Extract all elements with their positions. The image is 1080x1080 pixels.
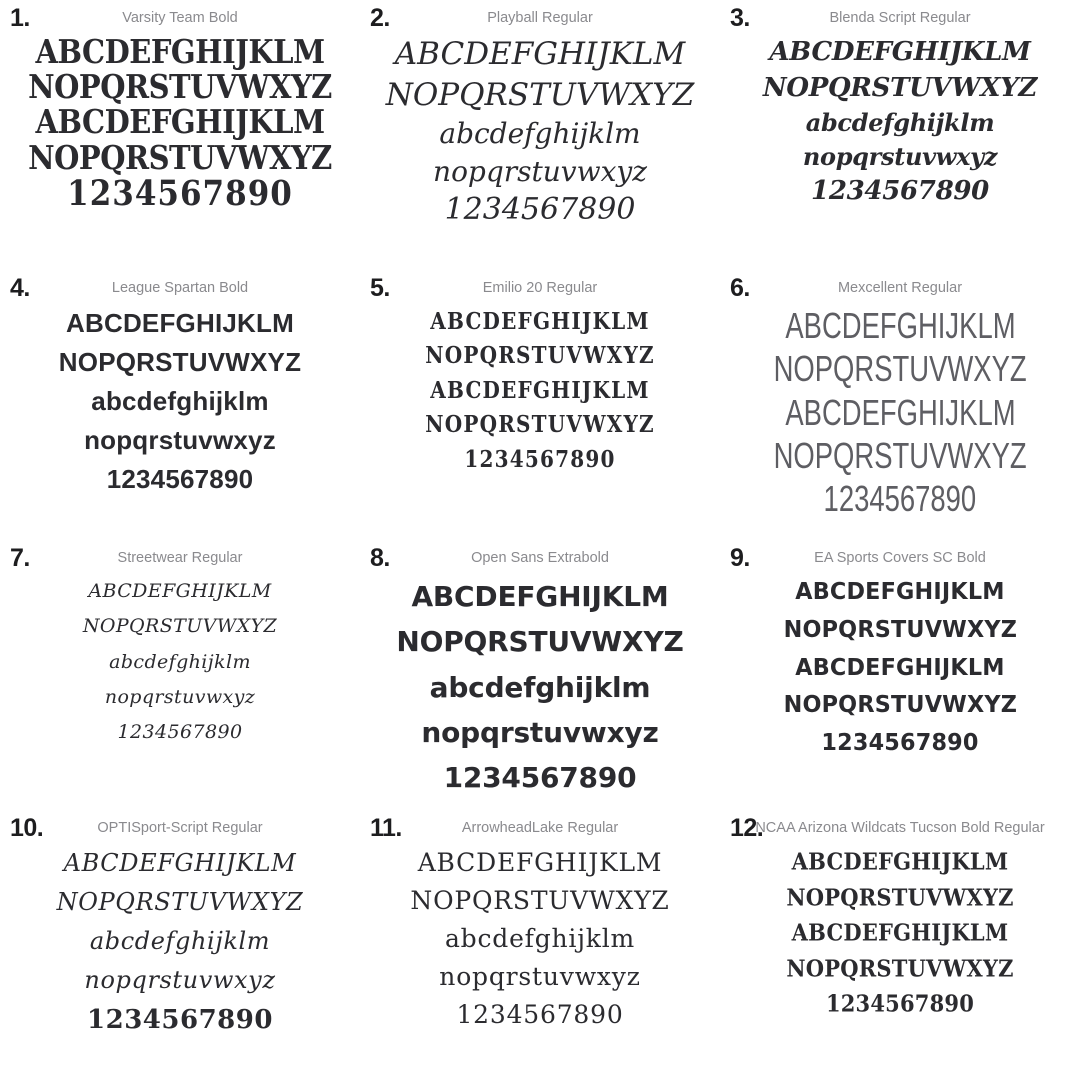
sample-line: nopqrstuvwxyz (439, 962, 641, 991)
specimen-number-3: 3. (730, 4, 750, 32)
sample-line: ABCDEFGHIJKLM (791, 918, 1009, 947)
sample-line: ABCDEFGHIJKLM (417, 848, 663, 877)
sample-line: abcdefghijklm (439, 117, 641, 151)
specimen-header-4 (6, 274, 354, 304)
sample-line: ABCDEFGHIJKLM (394, 36, 686, 72)
specimen-card-1 (0, 0, 360, 270)
specimen-font-name-2: Playball Regular (487, 10, 593, 27)
specimen-sample-lines-3 (726, 34, 1074, 268)
specimen-sample-lines-8 (366, 574, 714, 808)
sample-line: ABCDEFGHIJKLM (66, 308, 294, 338)
specimen-card-11 (360, 810, 720, 1080)
sample-line: abcdefghijklm (91, 386, 269, 417)
specimen-header-10 (6, 814, 354, 844)
sample-line: ABCDEFGHIJKLM (88, 580, 272, 602)
specimen-font-name-9: EA Sports Covers SC Bold (814, 550, 986, 567)
specimen-card-8 (360, 540, 720, 810)
sample-line: ABCDEFGHIJKLM (430, 306, 650, 336)
sample-line: NOPQRSTUVWXYZ (773, 348, 1027, 389)
specimen-card-6 (720, 270, 1080, 540)
sample-line: NOPQRSTUVWXYZ (28, 67, 332, 106)
sample-line: ABCDEFGHIJKLM (784, 305, 1016, 346)
sample-line: 1234567890 (821, 730, 979, 756)
sample-line: ABCDEFGHIJKLM (35, 32, 325, 71)
sample-line: nopqrstuvwxyz (104, 685, 256, 708)
specimen-number-5: 5. (370, 274, 390, 302)
specimen-header-9 (726, 544, 1074, 574)
specimen-card-3 (720, 0, 1080, 270)
sample-line: ABCDEFGHIJKLM (769, 36, 1031, 67)
specimen-number-6: 6. (730, 274, 750, 302)
specimen-header-3 (726, 4, 1074, 34)
sample-line: 1234567890 (117, 721, 243, 744)
sample-line: NOPQRSTUVWXYZ (786, 883, 1014, 911)
specimen-sample-lines-7 (6, 574, 354, 808)
specimen-header-5 (366, 274, 714, 304)
specimen-number-9: 9. (730, 544, 750, 572)
specimen-sample-lines-9 (726, 574, 1074, 808)
specimen-card-10 (0, 810, 360, 1080)
sample-line: NOPQRSTUVWXYZ (425, 341, 655, 370)
specimen-sample-lines-5 (366, 304, 714, 538)
sample-line: abcdefghijklm (444, 924, 636, 953)
sample-line: NOPQRSTUVWXYZ (396, 625, 684, 659)
specimen-number-2: 2. (370, 4, 390, 32)
specimen-sample-lines-10 (6, 844, 354, 1078)
specimen-sample-lines-6 (726, 304, 1074, 538)
specimen-font-name-7: Streetwear Regular (117, 550, 243, 567)
specimen-sample-lines-2 (366, 34, 714, 268)
sample-line: 1234567890 (464, 444, 616, 473)
specimen-font-name-11: ArrowheadLake Regular (461, 820, 619, 837)
specimen-font-name-6: Mexcellent Regular (837, 280, 963, 297)
specimen-card-4 (0, 270, 360, 540)
specimen-sample-lines-12 (726, 844, 1074, 1078)
specimen-font-name-12: NCAA Arizona Wildcats Tucson Bold Regular (755, 820, 1045, 837)
sample-line: ABCDEFGHIJKLM (784, 392, 1016, 433)
sample-line: NOPQRSTUVWXYZ (28, 138, 332, 177)
sample-line: NOPQRSTUVWXYZ (773, 435, 1027, 476)
specimen-header-6 (726, 274, 1074, 304)
sample-line: 1234567890 (443, 761, 637, 795)
sample-line: abcdefghijklm (89, 926, 271, 955)
sample-line: 1234567890 (456, 1000, 624, 1029)
specimen-font-name-8: Open Sans Extrabold (471, 550, 609, 567)
sample-line: 1234567890 (811, 176, 989, 207)
sample-line: nopqrstuvwxyz (802, 141, 998, 171)
sample-line: NOPQRSTUVWXYZ (82, 615, 278, 638)
sample-line: NOPQRSTUVWXYZ (56, 887, 304, 916)
sample-line: NOPQRSTUVWXYZ (783, 692, 1017, 719)
specimen-header-1 (6, 4, 354, 34)
specimen-sample-lines-4 (6, 304, 354, 538)
sample-line: nopqrstuvwxyz (84, 425, 276, 456)
sample-line: abcdefghijklm (109, 650, 251, 673)
specimen-number-8: 8. (370, 544, 390, 572)
sample-line: NOPQRSTUVWXYZ (425, 409, 655, 439)
specimen-number-1: 1. (10, 4, 30, 32)
specimen-header-8 (366, 544, 714, 574)
specimen-number-10: 10. (10, 814, 44, 842)
specimen-number-12: 12. (730, 814, 764, 842)
sample-line: ABCDEFGHIJKLM (430, 375, 650, 404)
specimen-card-5 (360, 270, 720, 540)
sample-line: NOPQRSTUVWXYZ (783, 616, 1017, 643)
sample-line: 1234567890 (67, 174, 293, 215)
specimen-card-12 (720, 810, 1080, 1080)
sample-line: 1234567890 (444, 192, 636, 228)
specimen-font-name-10: OPTISport-Script Regular (97, 820, 263, 837)
specimen-header-7 (6, 544, 354, 574)
sample-line: 1234567890 (825, 989, 975, 1018)
sample-line: ABCDEFGHIJKLM (795, 654, 1005, 681)
sample-line: nopqrstuvwxyz (433, 154, 647, 188)
sample-line: 1234567890 (823, 478, 977, 520)
specimen-number-4: 4. (10, 274, 30, 302)
specimen-sample-lines-11 (366, 844, 714, 1078)
sample-line: nopqrstuvwxyz (421, 716, 659, 750)
sample-line: NOPQRSTUVWXYZ (786, 954, 1014, 982)
sample-line: 1234567890 (106, 464, 254, 495)
specimen-card-2 (360, 0, 720, 270)
specimen-header-2 (366, 4, 714, 34)
sample-line: nopqrstuvwxyz (84, 965, 276, 994)
specimen-number-11: 11. (370, 814, 402, 842)
specimen-sample-lines-1 (6, 34, 354, 268)
specimen-card-7 (0, 540, 360, 810)
specimen-number-7: 7. (10, 544, 30, 572)
sample-line: ABCDEFGHIJKLM (411, 580, 669, 613)
specimen-header-12 (726, 814, 1074, 844)
sample-line: ABCDEFGHIJKLM (795, 579, 1005, 605)
sample-line: ABCDEFGHIJKLM (35, 103, 325, 142)
sample-line: NOPQRSTUVWXYZ (385, 76, 695, 113)
specimen-font-name-1: Varsity Team Bold (122, 10, 238, 27)
specimen-font-name-5: Emilio 20 Regular (482, 280, 598, 297)
specimen-font-name-3: Blenda Script Regular (829, 10, 971, 27)
specimen-header-11 (366, 814, 714, 844)
sample-line: ABCDEFGHIJKLM (63, 849, 297, 877)
sample-line: NOPQRSTUVWXYZ (410, 886, 670, 915)
specimen-card-9 (720, 540, 1080, 810)
sample-line: NOPQRSTUVWXYZ (762, 72, 1038, 103)
sample-line: NOPQRSTUVWXYZ (58, 347, 302, 378)
sample-line: ABCDEFGHIJKLM (791, 847, 1009, 876)
sample-line: 1234567890 (87, 1004, 273, 1035)
specimen-font-name-4: League Spartan Bold (111, 280, 249, 297)
sample-line: abcdefghijklm (805, 107, 995, 137)
sample-line: abcdefghijklm (429, 670, 651, 704)
